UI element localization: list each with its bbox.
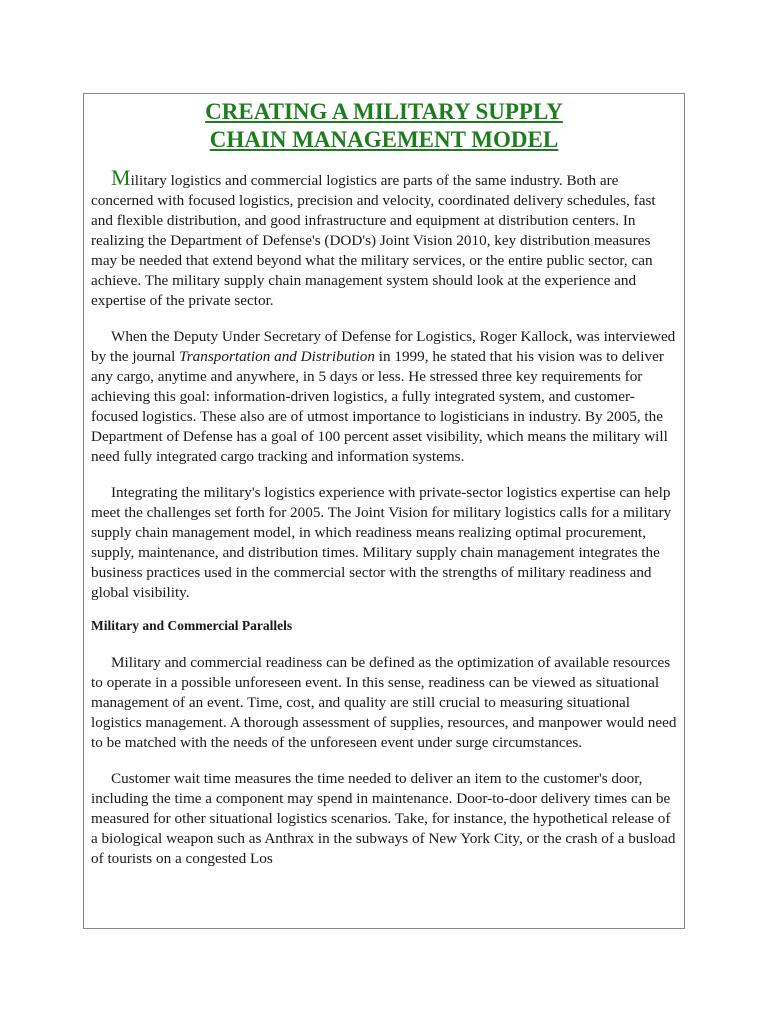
paragraph-5: Customer wait time measures the time needed to deliver an item to the customer's door, including the time a component may spend in maintenance. Door-to-door delivery times can be measured for other situational logistics scenarios. Take, for instance, the hypothetical release of a biological weapon such as Anthrax in the subways of New York City, or the crash of a busload of tourists on a congested Los	[91, 770, 676, 867]
drop-cap-letter: M	[111, 165, 131, 190]
paragraph-2-text-a: When the Deputy Under Secretary of Defense for Logistics, Roger Kallock, was interviewed by the journal	[91, 328, 676, 365]
title-line-1: CREATING A MILITARY SUPPLY	[205, 99, 563, 124]
document-content	[84, 94, 684, 869]
document-title	[91, 98, 677, 154]
paragraph-2-text-b: in 1999, he stated that his vision was to deliver any cargo, anytime and anywhere, in 5 days or less. He stressed three key requirements for achieving this goal: information-driven logistics, a fully integrated system, and customer-focused logistics. These also are of utmost importance to logisticians in industry. By 2005, the Department of Defense has a goal of 100 percent asset visibility, which means the military will need fully integrated cargo tracking and information systems.	[91, 348, 668, 465]
paragraph-3: Integrating the military's logistics experience with private-sector logistics expertise can help meet the challenges set forth for 2005. The Joint Vision for military logistics calls for a military supply chain management model, in which readiness means realizing optimal procurement, supply, maintenance, and distribution times. Military supply chain management integrates the business practices used in the commercial sector with the strengths of military readiness and global visibility.	[91, 484, 672, 601]
paragraph-2	[91, 327, 677, 467]
paragraph-4: Military and commercial readiness can be defined as the optimization of available resources to operate in a possible unforeseen event. In this sense, readiness can be viewed as situational management of an event. Time, cost, and quality are still crucial to measuring situational logistics management. A thorough assessment of supplies, resources, and manpower would need to be matched with the needs of the unforeseen event under surge circumstances.	[91, 654, 677, 751]
paragraph-1	[91, 165, 677, 311]
section-subheading: Military and Commercial Parallels	[91, 618, 293, 633]
title-line-2: CHAIN MANAGEMENT MODEL	[209, 127, 559, 152]
journal-title: Transportation and Distribution	[179, 348, 375, 365]
paragraph-1-text: ilitary logistics and commercial logistics are parts of the same industry. Both are concerned with focused logistics, precision and velocity, coordinated delivery schedules, fast and flexible distribution, and good infrastructure and equipment at distribution centers. In realizing the Department of Defense's (DOD's) Joint Vision 2010, key distribution measures may be needed that extend beyond what the military services, or the entire public sector, can achieve. The military supply chain management system should look at the experience and expertise of the private sector.	[91, 172, 656, 309]
document-page	[83, 93, 685, 929]
